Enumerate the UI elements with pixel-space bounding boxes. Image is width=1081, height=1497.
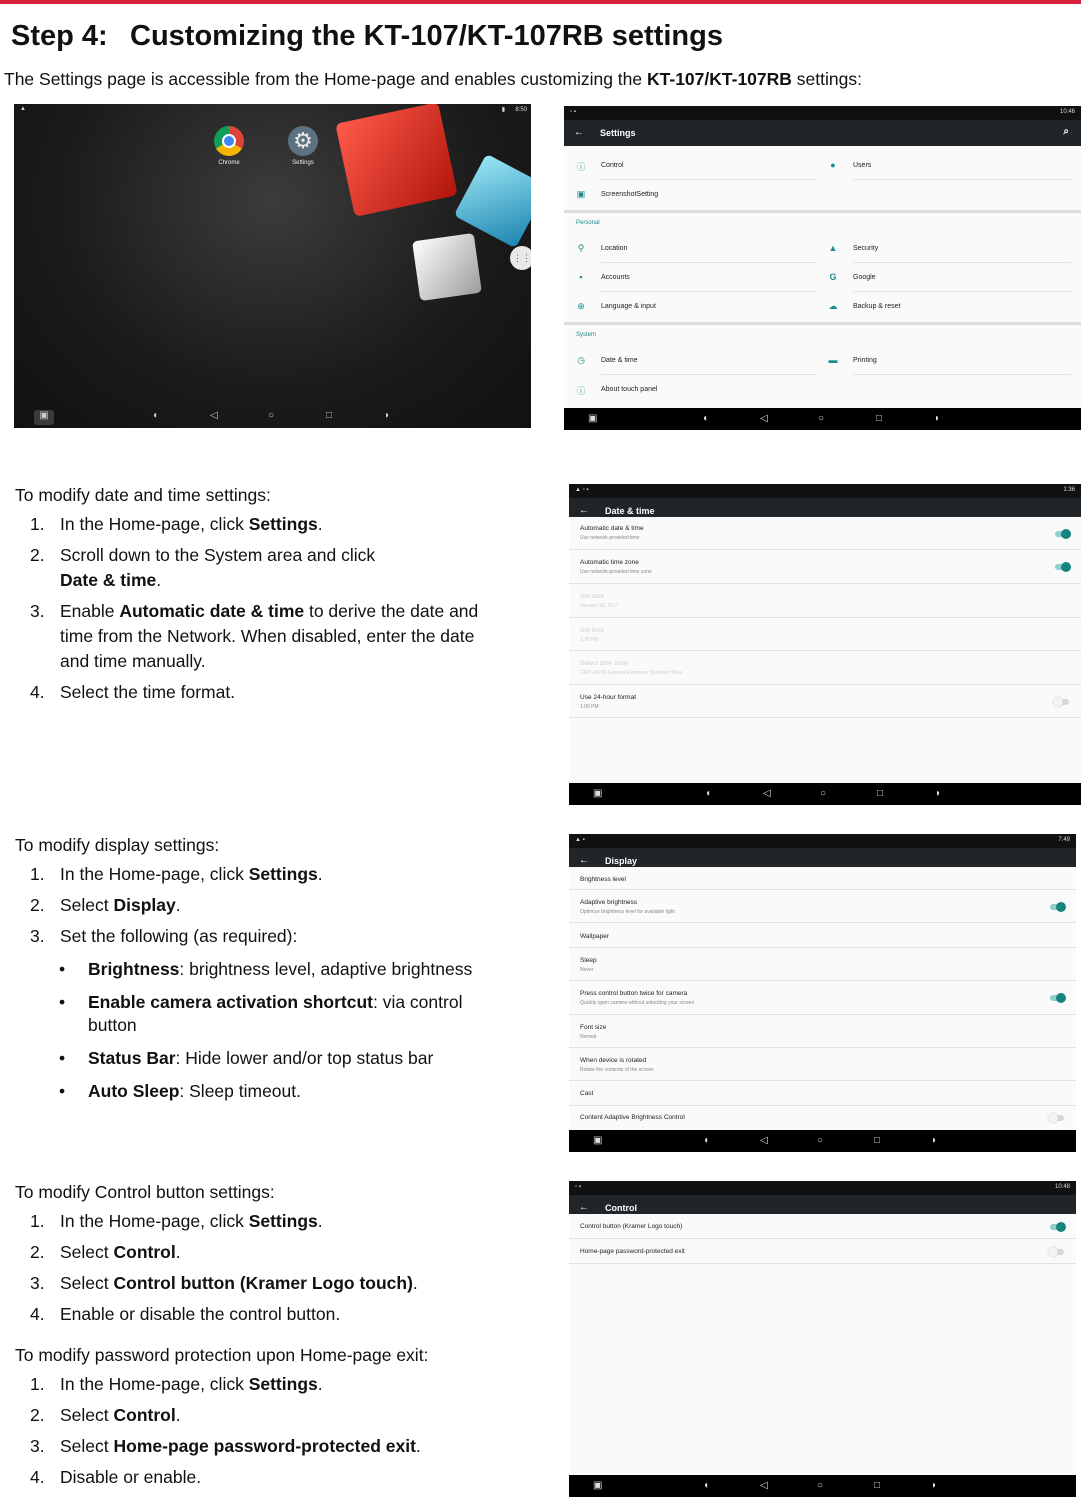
date-time-lead: To modify date and time settings: [15, 485, 271, 505]
pref-set-date[interactable] [569, 584, 1081, 618]
step-end: . [175, 895, 181, 915]
display-steps [15, 862, 535, 949]
bullet-text: : Hide lower and/or top status bar [175, 1048, 434, 1068]
step-number: 2. [30, 895, 45, 915]
control-steps [15, 1209, 535, 1327]
settings-item-language[interactable] [576, 292, 816, 321]
pref-wallpaper[interactable] [569, 923, 1076, 948]
arrow-back-icon[interactable]: ← [579, 1202, 589, 1213]
step-number: 3. [30, 1273, 45, 1293]
step-text: In the Home-page, click [60, 514, 249, 534]
screen-title: Control [605, 1203, 637, 1213]
date-time-instructions [15, 485, 515, 705]
step-item [15, 862, 535, 887]
nav-bar [569, 783, 1081, 805]
section-divider [564, 322, 1081, 325]
step-bold: Control button (Kramer Logo touch) [113, 1273, 413, 1293]
intro-product: KT-107/KT-107RB [647, 69, 792, 89]
status-time: 8:50 [515, 107, 527, 113]
step-item [15, 1434, 535, 1459]
step-bold: Control [113, 1405, 176, 1425]
camera-button[interactable]: ▣ [34, 410, 54, 425]
status-bar [564, 106, 1081, 120]
step-end: . [317, 1374, 323, 1394]
step-number: 3. [30, 1436, 45, 1456]
volume-down-button[interactable]: ◖ [152, 410, 159, 421]
notification-icons: ▫ ▪ [575, 1184, 581, 1190]
step-text: In the Home-page, click [60, 1374, 249, 1394]
pref-title: Home-page password-protected exit [580, 1248, 685, 1255]
step-item [15, 1372, 535, 1397]
pref-subtitle: January 26, 2017 [580, 603, 619, 609]
arrow-back-icon[interactable]: ← [579, 855, 589, 866]
step-end: . [317, 864, 323, 884]
step-number: 1. [30, 864, 45, 884]
step-number: 3. [30, 601, 45, 621]
step-number: 3. [30, 926, 45, 946]
volume-up-button[interactable]: ◗ [935, 788, 942, 799]
step-bold: Automatic date & time [119, 601, 305, 621]
status-bar [569, 834, 1076, 848]
pref-subtitle: Use network-provided time zone [580, 569, 652, 575]
step-end: . [317, 514, 323, 534]
step-item [15, 1271, 535, 1296]
item-label: Accounts [601, 274, 630, 281]
step-item [15, 543, 515, 593]
pref-title: Select time zone [580, 660, 629, 667]
toggle-switch[interactable] [1050, 995, 1064, 1001]
pref-title: Brightness level [580, 876, 626, 883]
step-item [15, 1240, 535, 1265]
lock-icon: ▲ [828, 243, 838, 253]
info-icon: ⓘ [576, 162, 586, 172]
toggle-switch[interactable] [1055, 564, 1069, 570]
bullet-bold: Auto Sleep [88, 1081, 180, 1101]
control-instructions [15, 1182, 535, 1327]
home-page-screenshot [14, 104, 531, 428]
screen-title: Display [605, 856, 638, 866]
step-end: . [156, 570, 162, 590]
nav-bar [569, 1130, 1076, 1152]
display-screenshot [569, 834, 1076, 1152]
pref-automatic-time-zone[interactable] [569, 550, 1081, 584]
info-icon: ⓘ [576, 386, 586, 396]
item-label: Backup & reset [853, 303, 901, 310]
pref-title: Wallpaper [580, 933, 610, 940]
arrow-back-icon[interactable]: ← [574, 127, 584, 138]
step-bold: Display [113, 895, 176, 915]
pref-subtitle: Rotate the contents of the screen [580, 1067, 654, 1073]
nav-bar [569, 1475, 1076, 1497]
password-instructions [15, 1345, 535, 1490]
display-instructions [15, 835, 535, 1103]
volume-down-button[interactable]: ◖ [705, 788, 712, 799]
pref-rotation[interactable] [569, 1048, 1076, 1081]
page-title [11, 20, 723, 53]
pref-title: Control button (Kramer Logo touch) [580, 1223, 683, 1230]
location-icon: ⚲ [577, 243, 585, 253]
camera-button[interactable]: ▣ [593, 1135, 603, 1146]
volume-up-button[interactable]: ◗ [931, 1480, 938, 1491]
step-number: 1. [30, 514, 45, 534]
toggle-switch[interactable] [1055, 699, 1069, 705]
date-time-steps [15, 512, 515, 705]
step-item [15, 1465, 535, 1490]
toggle-switch[interactable] [1050, 904, 1064, 910]
pref-subtitle: 1:00 PM [580, 704, 599, 710]
item-label: Control [601, 162, 624, 169]
screen-title: Date & time [605, 506, 655, 516]
item-label: ScreenshotSetting [601, 191, 659, 198]
recent-apps-button[interactable]: □ [877, 788, 884, 799]
step-item [15, 893, 535, 918]
home-button[interactable]: ○ [268, 410, 275, 421]
settings-item-security[interactable] [828, 234, 1071, 263]
step-end: to derive the date and time from the Network. When disabled, enter the date and time manually. [60, 601, 479, 671]
intro-text-end: settings: [791, 69, 862, 89]
toggle-switch[interactable] [1050, 1115, 1064, 1121]
bullet-item [15, 991, 515, 1037]
step-bold: Date & time [60, 570, 157, 590]
item-label: Security [853, 245, 879, 252]
step-text: In the Home-page, click [60, 864, 249, 884]
item-label: Google [853, 274, 876, 281]
toggle-switch[interactable] [1055, 531, 1069, 537]
intro-paragraph [4, 69, 862, 90]
settings-item-screenshot[interactable] [576, 180, 816, 209]
section-divider [564, 210, 1081, 213]
item-label: Users [853, 162, 872, 169]
accounts-icon: ▪ [579, 272, 583, 282]
back-button[interactable]: ◁ [760, 413, 768, 424]
pref-set-time[interactable] [569, 618, 1081, 651]
volume-up-button[interactable]: ◗ [384, 410, 391, 421]
section-personal: Personal [576, 220, 600, 226]
pref-subtitle: 1:36 PM [580, 637, 599, 643]
settings-item-control[interactable] [576, 151, 816, 180]
pref-subtitle: Quickly open camera without unlocking your screen [580, 1000, 695, 1006]
intro-text: The Settings page is accessible from the Home-page and enables customizing the [4, 69, 647, 89]
home-button[interactable]: ○ [817, 1135, 824, 1146]
home-button[interactable]: ○ [817, 1480, 824, 1491]
back-button[interactable]: ◁ [760, 1480, 768, 1491]
step-text: Enable or disable the control button. [60, 1304, 341, 1324]
back-button[interactable]: ◁ [763, 788, 771, 799]
step-item [15, 1403, 535, 1428]
step-text: Select [60, 895, 114, 915]
user-icon: ● [830, 160, 836, 170]
step-number: 4. [30, 1304, 45, 1324]
step-number: Step 4: [11, 20, 108, 52]
notification-icons: ▲ ▫ ▪ [575, 487, 589, 493]
status-time: 1:36 [1063, 487, 1075, 493]
pref-subtitle: Optimize brightness level for available light [580, 909, 675, 915]
pref-title: Press control button twice for camera [580, 990, 688, 997]
pref-title: Use 24-hour format [580, 694, 636, 701]
step-item [15, 1209, 535, 1234]
pref-font-size[interactable] [569, 1015, 1076, 1048]
step-item [15, 1302, 535, 1327]
chrome-app[interactable] [204, 126, 254, 166]
arrow-back-icon[interactable]: ← [579, 505, 589, 516]
settings-item-about[interactable] [576, 375, 816, 404]
bullet-text: : brightness level, adaptive brightness [179, 959, 473, 979]
status-bar [569, 484, 1081, 498]
password-lead: To modify password protection upon Home-page exit: [15, 1345, 429, 1365]
pref-title: Sleep [580, 957, 597, 964]
item-label: Location [601, 245, 628, 252]
control-lead: To modify Control button settings: [15, 1182, 275, 1202]
step-bold: Settings [248, 864, 318, 884]
item-label: About touch panel [601, 386, 658, 393]
step-number: 2. [30, 1405, 45, 1425]
status-time: 10:48 [1054, 1184, 1070, 1190]
toggle-switch[interactable] [1050, 1249, 1064, 1255]
volume-up-button[interactable]: ◗ [934, 413, 941, 424]
clock-icon: ◷ [577, 355, 585, 365]
step-item [15, 924, 535, 949]
item-label: Printing [853, 357, 877, 364]
bullet-item [15, 1047, 515, 1070]
bullet-bold: Enable camera activation shortcut [88, 992, 373, 1012]
pref-subtitle: GMT+02:00 Eastern European Standard Time [580, 670, 683, 676]
home-button[interactable]: ○ [820, 788, 827, 799]
section-system: System [576, 332, 597, 338]
bullet-bold: Status Bar [88, 1048, 176, 1068]
nav-bar [14, 406, 531, 428]
step-number: 2. [30, 1242, 45, 1262]
white-cube-wallpaper [412, 233, 482, 301]
notification-icons: ▲ ▪ [575, 837, 585, 843]
settings-screenshot [564, 106, 1081, 430]
red-cube-wallpaper [335, 104, 457, 217]
control-screenshot [569, 1181, 1076, 1497]
bullet-bold: Brightness [88, 959, 180, 979]
camera-button[interactable]: ▣ [588, 413, 598, 424]
pref-adaptive-brightness[interactable] [569, 890, 1076, 923]
volume-down-button[interactable]: ◖ [703, 1135, 710, 1146]
step-title: Customizing the KT-107/KT-107RB settings [130, 20, 723, 52]
step-text: Select [60, 1242, 114, 1262]
status-time: 10:46 [1059, 109, 1075, 115]
app-drawer-button[interactable]: ⋮⋮ [510, 246, 531, 270]
pref-control-button[interactable] [569, 1214, 1076, 1239]
recent-apps-button[interactable]: □ [326, 410, 333, 421]
step-text: Select [60, 1405, 114, 1425]
recent-apps-button[interactable]: □ [874, 1135, 881, 1146]
search-icon[interactable]: ⌕ [1063, 126, 1069, 137]
back-button[interactable]: ◁ [760, 1135, 768, 1146]
toggle-switch[interactable] [1050, 1224, 1064, 1230]
step-text: Disable or enable. [60, 1467, 202, 1487]
pref-content-adaptive-brightness[interactable] [569, 1106, 1076, 1130]
settings-item-accounts[interactable] [576, 263, 816, 292]
pref-title: Content Adaptive Brightness Control [580, 1114, 685, 1121]
pref-24-hour-format[interactable] [569, 685, 1081, 718]
top-accent-bar [0, 0, 1081, 4]
step-text: Enable [60, 601, 120, 621]
gear-icon: ⚙ [288, 126, 318, 156]
bullet-item [15, 1080, 515, 1103]
wifi-icon: ▲ [20, 106, 26, 112]
pref-automatic-date-time[interactable] [569, 517, 1081, 550]
home-button[interactable]: ○ [818, 413, 825, 424]
pref-title: Set date [580, 593, 605, 600]
item-label: Date & time [601, 357, 638, 364]
display-lead: To modify display settings: [15, 835, 220, 855]
google-icon: G [829, 272, 837, 282]
step-text: Set the following (as required): [60, 926, 298, 946]
status-time: 7:49 [1058, 837, 1070, 843]
pref-title: Automatic date & time [580, 525, 644, 532]
chrome-label: Chrome [218, 160, 240, 166]
pref-subtitle: Never [580, 967, 594, 973]
pref-cast[interactable] [569, 1081, 1076, 1106]
step-bold: Control [113, 1242, 176, 1262]
step-number: 4. [30, 682, 45, 702]
step-end: . [412, 1273, 418, 1293]
step-end: . [175, 1405, 181, 1425]
pref-brightness-level[interactable] [569, 867, 1076, 890]
step-bold: Settings [248, 1374, 318, 1394]
step-item [15, 680, 515, 705]
display-options-list [15, 958, 515, 1103]
settings-app[interactable] [278, 126, 328, 166]
pref-select-time-zone[interactable] [569, 651, 1081, 685]
backup-icon: ☁ [828, 301, 838, 311]
settings-item-users[interactable] [828, 151, 1071, 180]
pref-title: Automatic time zone [580, 559, 639, 566]
settings-item-printing[interactable] [828, 346, 1071, 375]
pref-title: Font size [580, 1024, 607, 1031]
step-bold: Settings [248, 514, 318, 534]
battery-icon: ▮ [501, 107, 505, 113]
recent-apps-button[interactable]: □ [876, 413, 883, 424]
bullet-item [15, 958, 515, 981]
status-bar [14, 104, 531, 116]
settings-item-location[interactable] [576, 234, 816, 263]
chrome-icon [214, 126, 244, 156]
step-text: Select [60, 1273, 114, 1293]
step-number: 2. [30, 545, 45, 565]
bullet-text: : via control button [88, 992, 463, 1035]
step-text: Select [60, 1436, 114, 1456]
date-time-screenshot [569, 484, 1081, 805]
pref-sleep[interactable] [569, 948, 1076, 981]
step-text: In the Home-page, click [60, 1211, 249, 1231]
pref-title: When device is rotated [580, 1057, 647, 1064]
step-bold: Settings [248, 1211, 318, 1231]
pref-subtitle: Use network-provided time [580, 535, 640, 541]
screen-title: Settings [600, 128, 636, 138]
password-steps [15, 1372, 535, 1490]
volume-up-button[interactable]: ◗ [931, 1135, 938, 1146]
status-bar [569, 1181, 1076, 1195]
settings-label: Settings [292, 160, 314, 166]
settings-item-google[interactable] [828, 263, 1071, 292]
pref-title: Set time [580, 627, 604, 634]
item-label: Language & input [601, 303, 656, 310]
globe-icon: ⊕ [577, 301, 585, 311]
notification-icons: ▫ ▪ [570, 109, 576, 115]
pref-subtitle: Normal [580, 1034, 597, 1040]
back-button[interactable]: ◁ [210, 410, 218, 421]
pref-title: Adaptive brightness [580, 899, 638, 906]
pref-title: Cast [580, 1090, 594, 1097]
step-end: . [175, 1242, 181, 1262]
pref-camera-shortcut[interactable] [569, 981, 1076, 1015]
step-text: Select the time format. [60, 682, 236, 702]
step-text: Scroll down to the System area and click [60, 545, 376, 565]
step-item [15, 599, 485, 674]
screenshot-icon: ▣ [576, 189, 586, 199]
printer-icon: ▬ [828, 355, 838, 365]
volume-down-button[interactable]: ◖ [703, 1480, 710, 1491]
volume-down-button[interactable]: ◖ [702, 413, 709, 424]
settings-item-date-time[interactable] [576, 346, 816, 375]
bullet-text: : Sleep timeout. [179, 1081, 302, 1101]
camera-button[interactable]: ▣ [593, 1480, 603, 1491]
camera-button[interactable]: ▣ [593, 788, 603, 799]
step-item [15, 512, 515, 537]
step-bold: Home-page password-protected exit [113, 1436, 416, 1456]
step-number: 4. [30, 1467, 45, 1487]
nav-bar [564, 408, 1081, 430]
step-number: 1. [30, 1374, 45, 1394]
recent-apps-button[interactable]: □ [874, 1480, 881, 1491]
step-end: . [415, 1436, 421, 1456]
app-bar [564, 120, 1081, 146]
step-number: 1. [30, 1211, 45, 1231]
step-end: . [317, 1211, 323, 1231]
pref-password-protected-exit[interactable] [569, 1239, 1076, 1264]
settings-item-backup[interactable] [828, 292, 1071, 321]
